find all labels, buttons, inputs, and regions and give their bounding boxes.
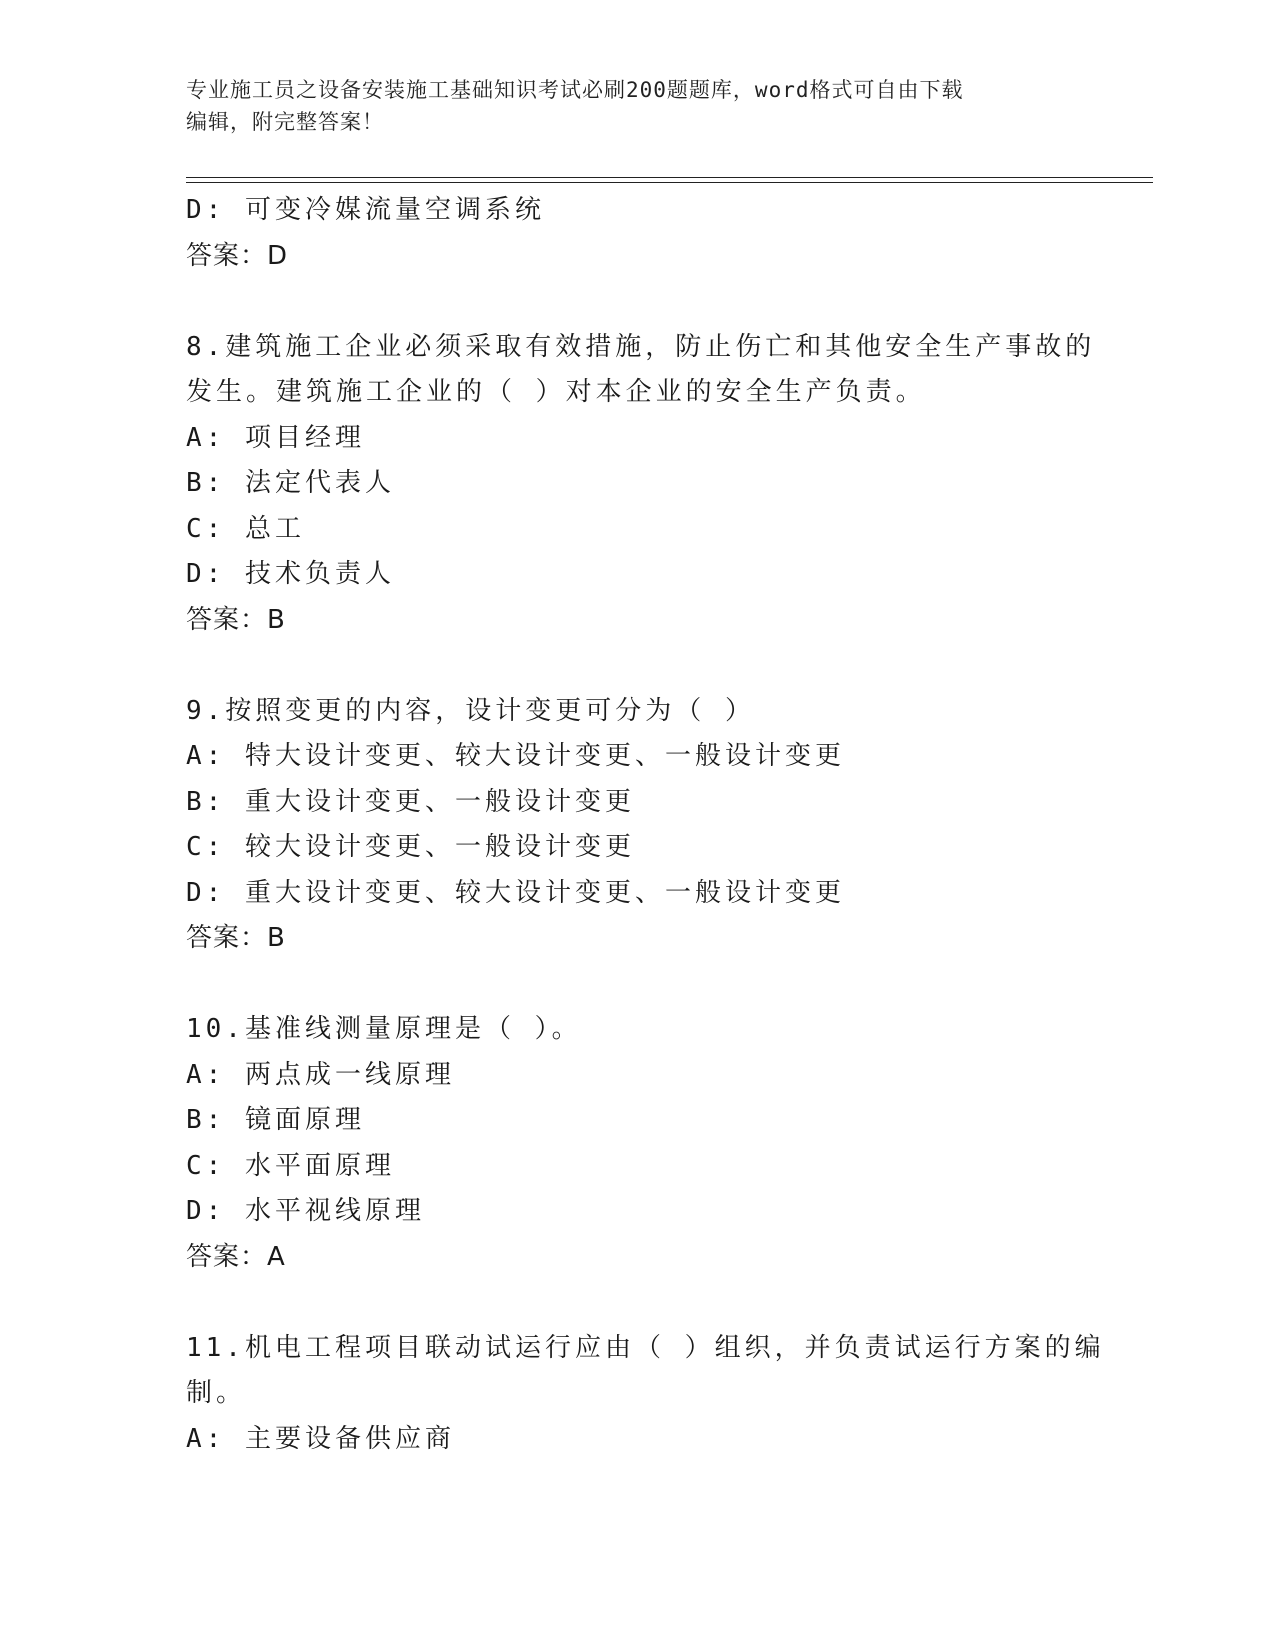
- question-line: 制。: [186, 1378, 247, 1408]
- answer-line: 答案：D: [186, 240, 289, 271]
- option-line: C: 较大设计变更、一般设计变更: [186, 832, 635, 862]
- question-line: 11.机电工程项目联动试运行应由（ ）组织，并负责试运行方案的编: [186, 1332, 1105, 1363]
- option-line: C: 水平面原理: [186, 1150, 395, 1181]
- document-header: [186, 74, 1066, 138]
- question-line: 10.基准线测量原理是（ ）。: [186, 1014, 582, 1044]
- option-line: A: 两点成一线原理: [186, 1059, 455, 1090]
- question-line: 发生。建筑施工企业的（ ）对本企业的安全生产负责。: [186, 377, 926, 407]
- question-content: [186, 188, 1105, 1462]
- blank-line: [186, 1280, 1086, 1326]
- answer-line: 答案：A: [186, 1241, 286, 1272]
- option-line: D: 可变冷媒流量空调系统: [186, 195, 545, 225]
- option-line: A: 特大设计变更、较大设计变更、一般设计变更: [186, 741, 845, 771]
- blank-line: [186, 643, 1086, 689]
- header-title-line-1: 专业施工员之设备安装施工基础知识考试必刷200题题库，word格式可自由下载: [186, 78, 964, 102]
- blank-line: [186, 279, 1086, 325]
- question-line: 9.按照变更的内容，设计变更可分为（ ）: [186, 695, 755, 726]
- header-rule-top: [186, 177, 1153, 178]
- question-line: 8.建筑施工企业必须采取有效措施，防止伤亡和其他安全生产事故的: [186, 331, 1096, 362]
- answer-line: 答案：B: [186, 604, 286, 635]
- header-title-line-2: 编辑，附完整答案！: [186, 110, 384, 134]
- blank-line: [186, 962, 1086, 1008]
- answer-line: 答案：B: [186, 923, 286, 953]
- option-line: B: 镜面原理: [186, 1105, 365, 1135]
- option-line: A: 主要设备供应商: [186, 1423, 455, 1454]
- option-line: C: 总工: [186, 513, 305, 544]
- option-line: D: 重大设计变更、较大设计变更、一般设计变更: [186, 877, 845, 908]
- header-rule-bottom: [186, 182, 1153, 183]
- option-line: A: 项目经理: [186, 422, 365, 453]
- option-line: B: 法定代表人: [186, 468, 395, 498]
- option-line: B: 重大设计变更、一般设计变更: [186, 786, 635, 817]
- option-line: D: 技术负责人: [186, 559, 395, 589]
- option-line: D: 水平视线原理: [186, 1196, 425, 1226]
